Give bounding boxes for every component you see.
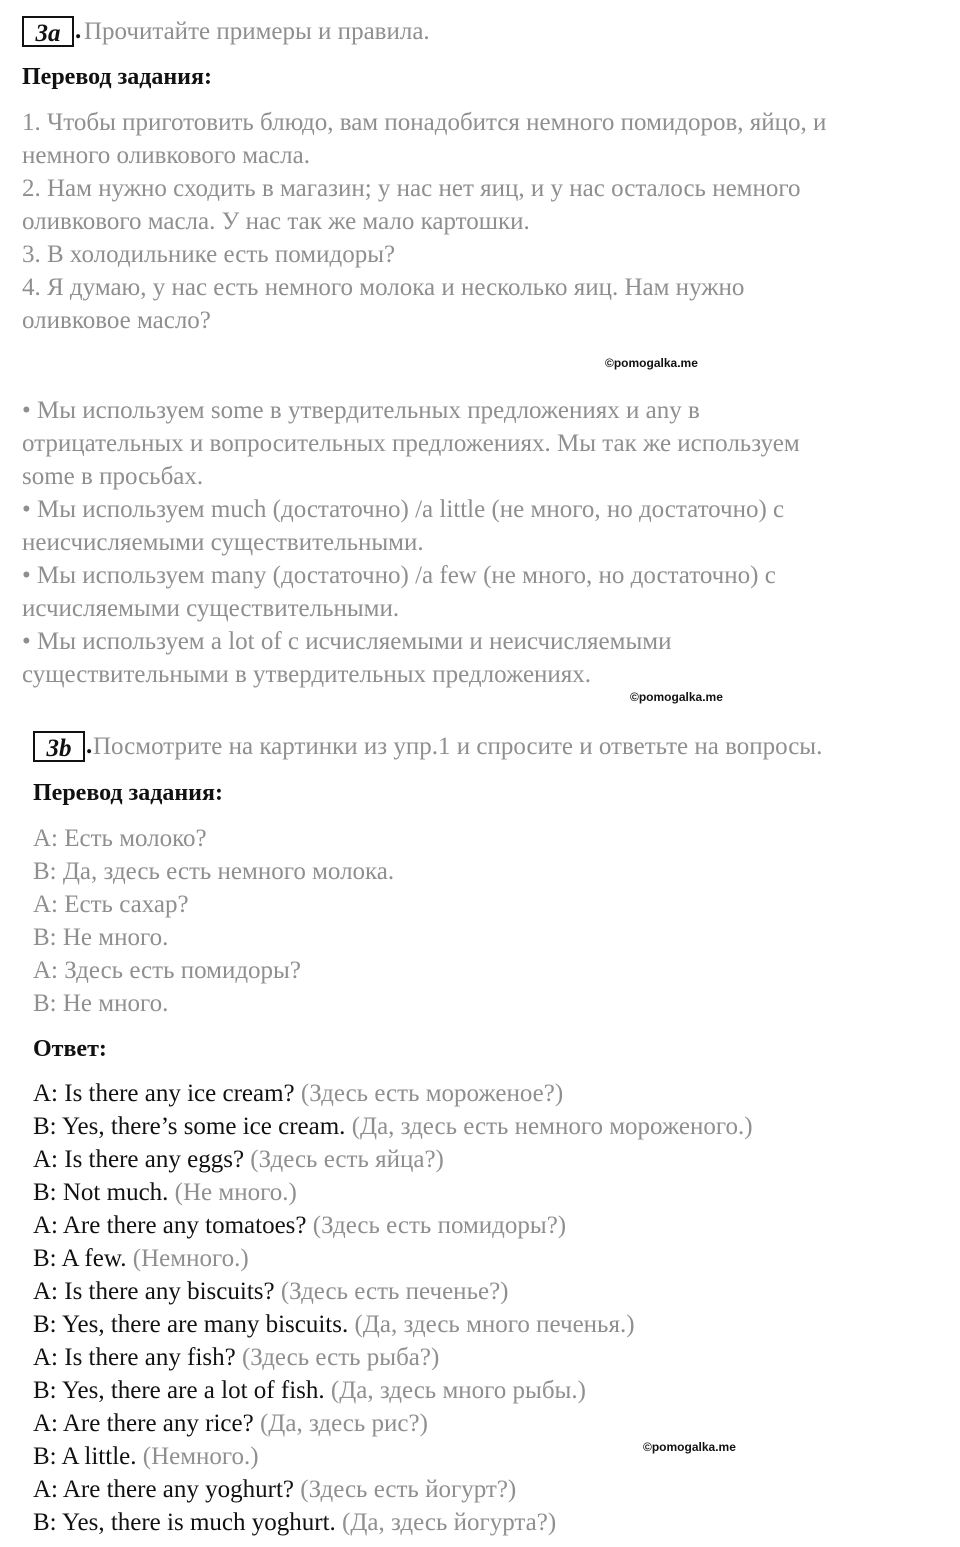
answer-russian: (Да, здесь йогурта?) (342, 1509, 557, 1536)
answer-russian: (Да, здесь много рыбы.) (330, 1377, 586, 1404)
answer-line (33, 1209, 566, 1242)
answer-english: A: Is there any fish? (33, 1344, 236, 1371)
answer-english: B: Yes, there are many biscuits. (33, 1311, 349, 1338)
ex3a-translation-line: оливкового масла. У нас так же мало картошки. (22, 208, 530, 235)
answer-english: A: Is there any eggs? (33, 1146, 245, 1173)
answer-english: B: Yes, there’s some ice cream. (33, 1113, 346, 1140)
answer-line (33, 1275, 508, 1308)
answer-heading: Ответ: (33, 1036, 107, 1062)
answer-line (33, 1176, 297, 1209)
exercise-3b-translation-heading: Перевод задания: (33, 780, 223, 806)
exercise-3a-badge: 3a (22, 16, 74, 47)
watermark: ©pomogalka.me (630, 690, 723, 704)
answer-line (33, 1341, 439, 1374)
ex3b-translation-line: B: Не много. (33, 990, 169, 1017)
watermark: ©pomogalka.me (605, 356, 698, 370)
ex3a-rule-line: исчисляемыми существительными. (22, 595, 400, 622)
answer-line (33, 1374, 586, 1407)
answer-line (33, 1077, 563, 1110)
exercise-3a-badge-dot: . (75, 17, 82, 44)
watermark: ©pomogalka.me (643, 1440, 736, 1454)
answer-russian: (Да, здесь много печенья.) (354, 1311, 635, 1338)
ex3b-translation-line: A: Есть сахар? (33, 891, 189, 918)
ex3a-translation-line: 3. В холодильнике есть помидоры? (22, 241, 396, 268)
ex3a-rule-line: существительными в утвердительных предложениях. (22, 661, 592, 688)
answer-line (33, 1473, 516, 1506)
answer-russian: (Немного.) (132, 1245, 249, 1272)
ex3a-rule-line: some в просьбах. (22, 463, 204, 490)
ex3b-translation-line: B: Не много. (33, 924, 169, 951)
ex3b-translation-line: B: Да, здесь есть немного молока. (33, 858, 395, 885)
ex3a-translation-line: немного оливкового масла. (22, 142, 310, 169)
answer-english: A: Are there any rice? (33, 1410, 254, 1437)
exercise-3a-translation-heading: Перевод задания: (22, 64, 212, 90)
ex3b-translation-line: A: Здесь есть помидоры? (33, 957, 301, 984)
answer-russian: (Здесь есть йогурт?) (300, 1476, 517, 1503)
ex3a-translation-line: 1. Чтобы приготовить блюдо, вам понадобится немного помидоров, яйцо, и (22, 109, 827, 136)
answer-english: A: Are there any tomatoes? (33, 1212, 307, 1239)
answer-line (33, 1440, 259, 1473)
answer-english: A: Is there any ice cream? (33, 1080, 295, 1107)
exercise-3a-instruction: Прочитайте примеры и правила. (84, 18, 430, 45)
answer-russian: (Да, здесь рис?) (259, 1410, 428, 1437)
answer-line (33, 1143, 444, 1176)
answer-english: A: Are there any yoghurt? (33, 1476, 295, 1503)
ex3a-rule-line: отрицательных и вопросительных предложениях. Мы так же используем (22, 430, 800, 457)
answer-english: B: A little. (33, 1443, 137, 1470)
ex3a-translation-line: 4. Я думаю, у нас есть немного молока и несколько яиц. Нам нужно (22, 274, 745, 301)
ex3a-translation-line: оливковое масло? (22, 307, 211, 334)
answer-english: B: Yes, there are a lot of fish. (33, 1377, 325, 1404)
answer-russian: (Немного.) (142, 1443, 259, 1470)
answer-russian: (Не много.) (174, 1179, 297, 1206)
exercise-3b-instruction: Посмотрите на картинки из упр.1 и спросите и ответьте на вопросы. (93, 733, 823, 760)
answer-english: B: Not much. (33, 1179, 169, 1206)
answer-line (33, 1407, 428, 1440)
answer-russian: (Здесь есть мороженое?) (300, 1080, 564, 1107)
ex3a-rule-line: • Мы используем many (достаточно) /a few (не много, но достаточно) с (22, 562, 776, 589)
ex3a-rule-line: неисчисляемыми существительными. (22, 529, 424, 556)
answer-russian: (Здесь есть рыба?) (241, 1344, 440, 1371)
answer-line (33, 1242, 249, 1275)
answer-russian: (Здесь есть помидоры?) (312, 1212, 567, 1239)
answer-russian: (Да, здесь есть немного мороженого.) (351, 1113, 753, 1140)
answer-line (33, 1506, 556, 1539)
answer-russian: (Здесь есть яйца?) (250, 1146, 444, 1173)
answer-russian: (Здесь есть печенье?) (280, 1278, 509, 1305)
ex3a-rule-line: • Мы используем some в утвердительных предложениях и any в (22, 397, 700, 424)
answer-english: A: Is there any biscuits? (33, 1278, 275, 1305)
exercise-3b-badge-dot: . (86, 732, 93, 759)
ex3a-translation-line: 2. Нам нужно сходить в магазин; у нас нет яиц, и у нас осталось немного (22, 175, 801, 202)
ex3a-rule-line: • Мы используем much (достаточно) /a little (не много, но достаточно) с (22, 496, 785, 523)
answer-english: B: Yes, there is much yoghurt. (33, 1509, 336, 1536)
answer-line (33, 1110, 753, 1143)
exercise-3b-badge: 3b (33, 731, 85, 762)
ex3b-translation-line: A: Есть молоко? (33, 825, 207, 852)
ex3a-rule-line: • Мы используем a lot of с исчисляемыми и неисчисляемыми (22, 628, 672, 655)
answer-english: B: A few. (33, 1245, 127, 1272)
answer-line (33, 1308, 635, 1341)
